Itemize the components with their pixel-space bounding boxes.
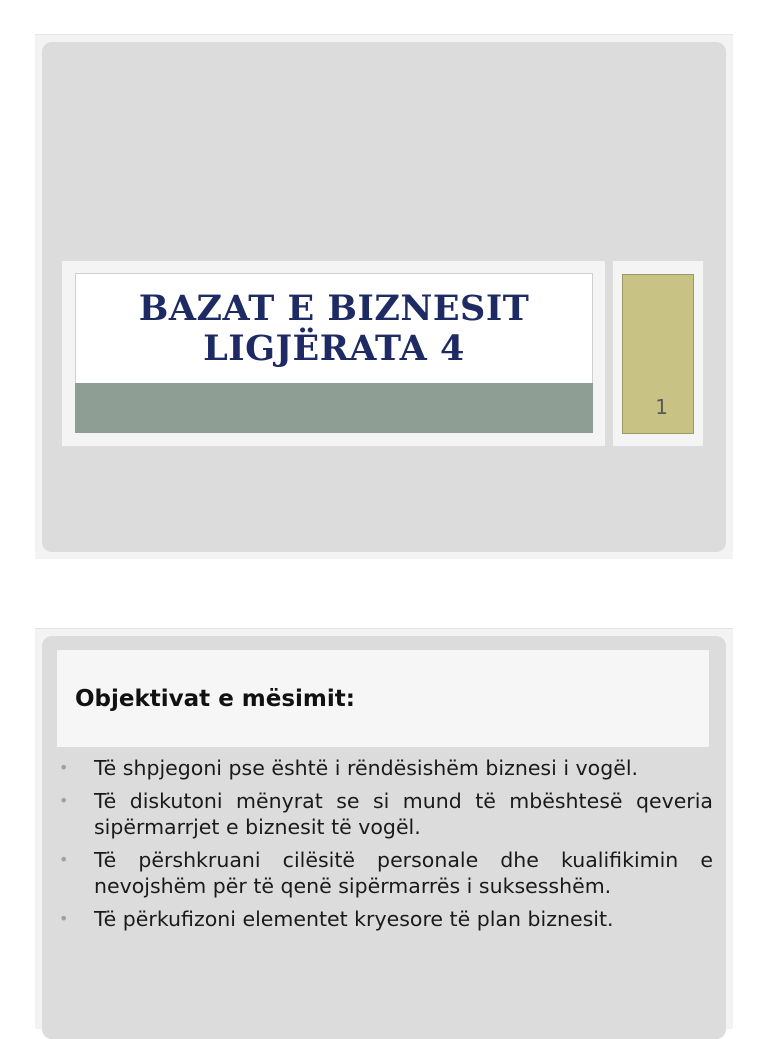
slide-number-box <box>613 261 703 446</box>
list-item-text: Të përkufizoni elementet kryesore të plan biznesit. <box>94 907 614 931</box>
title-accent-bar <box>75 383 593 433</box>
slide-title-line-2: LIGJËRATA 4 <box>203 327 465 369</box>
list-item <box>42 906 726 932</box>
bullet-icon: • <box>59 909 69 928</box>
bullet-icon: • <box>59 791 69 810</box>
slide-2 <box>35 628 733 1029</box>
objectives-header <box>57 650 709 747</box>
slide-number: 1 <box>655 395 668 419</box>
objectives-list <box>42 755 726 939</box>
list-item <box>42 788 726 840</box>
slide-1 <box>35 34 733 559</box>
list-item-text: Të shpjegoni pse është i rëndësishëm biznesi i vogël. <box>94 756 639 780</box>
slide-number-panel <box>622 274 694 434</box>
list-item <box>42 847 726 899</box>
bullet-icon: • <box>59 850 69 869</box>
slide-2-background <box>42 636 726 1039</box>
slide-1-background <box>42 42 726 552</box>
objectives-heading: Objektivat e mësimit: <box>75 686 355 712</box>
bullet-icon: • <box>59 758 69 777</box>
title-panel <box>75 273 593 384</box>
list-item-text: Të diskutoni mënyrat se si mund të mbështesë qeveria sipërmarrjet e biznesit të vogël. <box>94 789 713 839</box>
list-item <box>42 755 726 781</box>
list-item-text: Të përshkruani cilësitë personale dhe kualifikimin e nevojshëm për të qenë sipërmarrës i suksesshëm. <box>94 848 713 898</box>
title-box <box>62 261 605 446</box>
slide-title-line-1: BAZAT E BIZNESIT <box>138 287 530 329</box>
